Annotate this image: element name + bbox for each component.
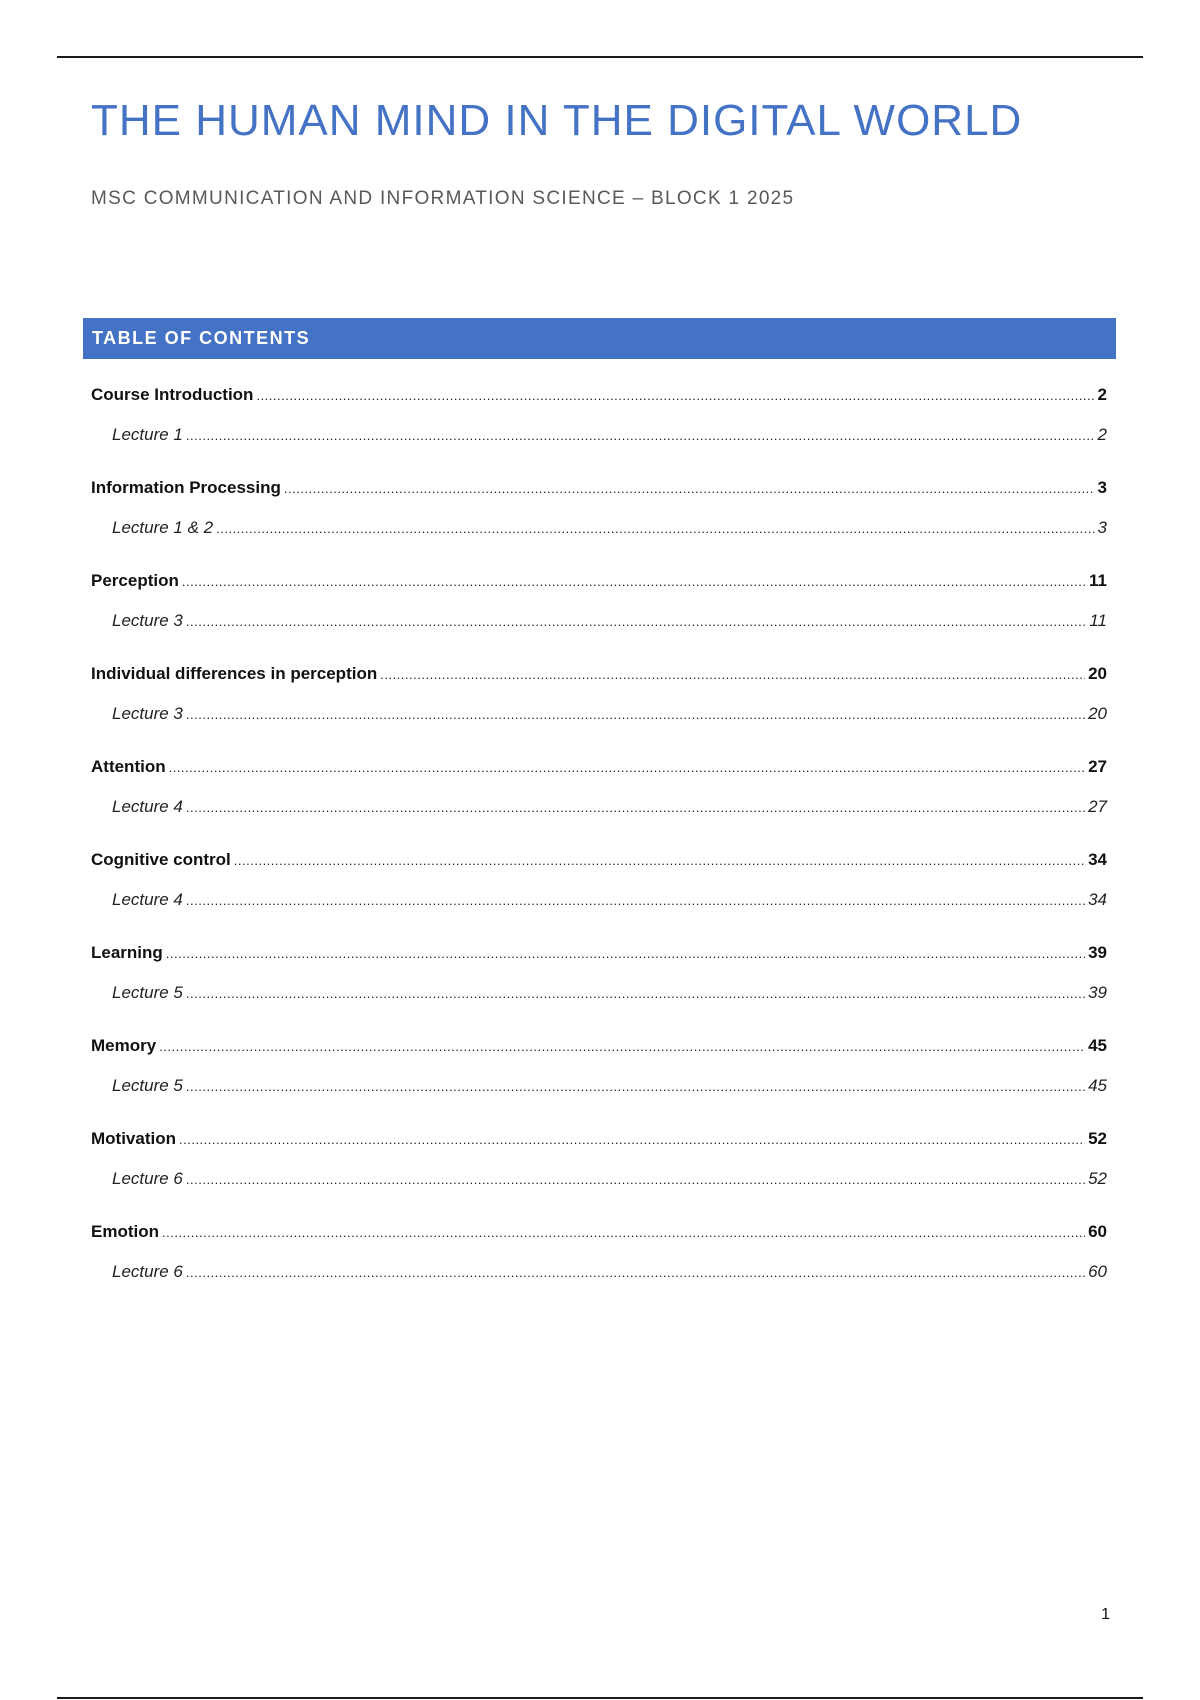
toc-leader-dots [169,748,1085,788]
toc-entry-page: 3 [1097,478,1107,497]
toc-entry-title: Individual differences in perception [91,664,378,683]
toc-subentry[interactable] [91,1066,1107,1106]
toc-entry[interactable] [91,1119,1107,1159]
toc-subentry-title: Lecture 4 [112,797,183,816]
toc-subentry[interactable] [91,1159,1107,1199]
toc-leader-dots [234,841,1085,881]
toc-leader-dots [186,1067,1085,1107]
toc-subentry-title: Lecture 4 [112,890,183,909]
toc-entry[interactable] [91,1026,1107,1066]
toc-leader-dots [186,788,1085,828]
document-subtitle: MSC COMMUNICATION AND INFORMATION SCIENCE – BLOCK 1 2025 [91,188,795,209]
toc-entry[interactable] [91,375,1107,415]
toc-entry-page: 34 [1088,850,1107,869]
toc-subentry[interactable] [91,1252,1107,1292]
toc-leader-dots [256,376,1094,416]
toc-section [91,1119,1107,1212]
toc-leader-dots [186,974,1085,1014]
toc-section [91,840,1107,933]
toc-subentry[interactable] [91,601,1107,641]
toc-subentry[interactable] [91,415,1107,455]
toc-leader-dots [186,1253,1085,1293]
toc-subentry[interactable] [91,787,1107,827]
toc-heading-bar [83,318,1116,359]
header-rule [57,56,1143,58]
toc-entry[interactable] [91,747,1107,787]
toc-subentry-title: Lecture 1 [112,425,183,444]
toc-entry-title: Motivation [91,1129,176,1148]
toc-section [91,747,1107,840]
toc-subentry-title: Lecture 1 & 2 [112,518,214,537]
toc-entry[interactable] [91,561,1107,601]
toc-leader-dots [159,1027,1085,1067]
toc-entry[interactable] [91,933,1107,973]
toc-leader-dots [380,655,1085,695]
toc-subentry-page: 3 [1097,518,1107,537]
toc-entry-page: 27 [1088,757,1107,776]
toc-subentry-title: Lecture 3 [112,704,183,723]
toc-subentry-title: Lecture 3 [112,611,183,630]
toc-entry-title: Memory [91,1036,157,1055]
toc-subentry[interactable] [91,973,1107,1013]
toc-subentry-page: 60 [1088,1262,1107,1281]
toc-entry-title: Information Processing [91,478,281,497]
toc-entry-title: Cognitive control [91,850,231,869]
toc-entry[interactable] [91,468,1107,508]
toc-entry-page: 11 [1089,571,1107,590]
toc-entry-page: 52 [1088,1129,1107,1148]
toc-subentry-title: Lecture 5 [112,1076,183,1095]
toc-section [91,1212,1107,1305]
toc-subentry[interactable] [91,880,1107,920]
toc-entry-title: Perception [91,571,179,590]
toc-subentry-page: 39 [1088,983,1107,1002]
toc-section [91,375,1107,468]
toc-section [91,561,1107,654]
toc-subentry-title: Lecture 5 [112,983,183,1002]
toc-entry-title: Course Introduction [91,385,254,404]
toc-leader-dots [216,509,1094,549]
toc-subentry-page: 27 [1088,797,1107,816]
toc-entry-page: 39 [1088,943,1107,962]
toc-entry-page: 45 [1088,1036,1107,1055]
toc-leader-dots [186,602,1086,642]
toc-subentry-page: 2 [1097,425,1107,444]
toc-subentry-page: 45 [1088,1076,1107,1095]
toc-section [91,1026,1107,1119]
toc-leader-dots [166,934,1085,974]
toc-leader-dots [186,695,1085,735]
toc-leader-dots [162,1213,1085,1253]
document-title: THE HUMAN MIND IN THE DIGITAL WORLD [91,96,1023,145]
toc-entry[interactable] [91,840,1107,880]
toc-entry-page: 2 [1097,385,1107,404]
toc-entry[interactable] [91,1212,1107,1252]
toc-subentry-page: 34 [1088,890,1107,909]
toc-entry-page: 60 [1088,1222,1107,1241]
toc-subentry-page: 20 [1088,704,1107,723]
toc-section [91,654,1107,747]
toc-entry-title: Emotion [91,1222,159,1241]
toc-leader-dots [186,416,1095,456]
toc-subentry-page: 52 [1088,1169,1107,1188]
toc-entry-title: Attention [91,757,166,776]
toc-subentry[interactable] [91,694,1107,734]
toc-subentry-page: 11 [1089,611,1107,630]
toc-entry-title: Learning [91,943,163,962]
toc-section [91,468,1107,561]
toc-subentry-title: Lecture 6 [112,1169,183,1188]
toc-subentry[interactable] [91,508,1107,548]
toc-subentry-title: Lecture 6 [112,1262,183,1281]
toc-leader-dots [186,881,1085,921]
toc-leader-dots [186,1160,1085,1200]
toc-leader-dots [182,562,1086,602]
toc-heading: TABLE OF CONTENTS [92,328,311,348]
page-number: 1 [1101,1606,1110,1623]
toc-section [91,933,1107,1026]
toc-leader-dots [179,1120,1085,1160]
toc-list [91,375,1107,1305]
toc-leader-dots [284,469,1095,509]
footer-rule [57,1697,1143,1699]
toc-entry[interactable] [91,654,1107,694]
toc-entry-page: 20 [1088,664,1107,683]
